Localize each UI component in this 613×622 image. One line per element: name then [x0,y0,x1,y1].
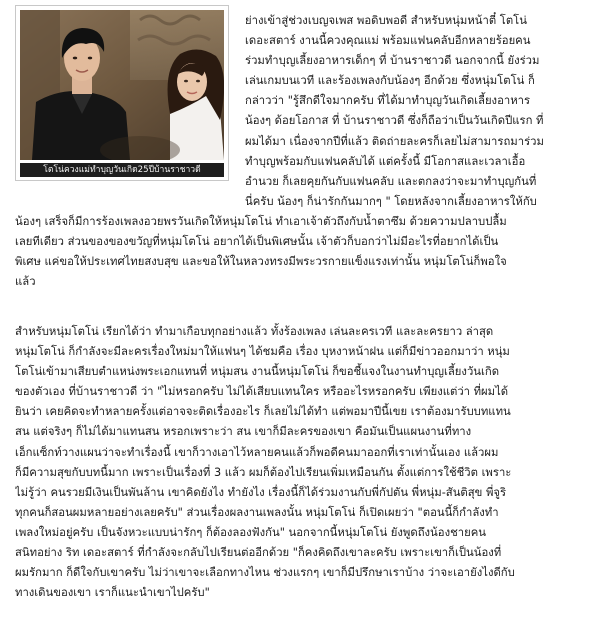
text-line: เดอะสตาร์ งานนี้ควงคุณแม่ พร้อมแฟนคลับอีกหลายร้อยคน [245,34,531,48]
text-line: เอ็กแซ็กท์วางแผนว่าจะทำเรื่องนี้ เขาก็วางเอาไว้หลายคนแล้วก็พอดีคนมาออกที่เราเท่านั้นเอง แล้วผม [15,445,499,459]
text-line: สน แต่จริงๆ ก็ไม่ได้มาแทนสน หรอกเพราะว่า สน เขาก็มีละครของเขา คือมันเป็นแผนงานที่ทาง [15,425,472,439]
photo-image [20,10,224,160]
text-line: สนิทอย่าง ริท เดอะสตาร์ ที่กำลังจะกลับไปเรียนต่ออีกด้วย "ก็คงคิดถึงเขาละครับ เพราะเขาก็เป็นน้องที่ [15,546,502,560]
text-line: เพลงใหม่อยู่ครับ เป็นจังหวะแบบน่ารักๆ ก็ต้องลองฟังกัน" นอกจากนี้หนุ่มโตโน่ ยังพูดถึงน้องชายคน [15,525,486,539]
text-line: ร่วมทำบุญเลี้ยงอาหารเด็กๆ ที่ บ้านราชาวดี นอกจากนี้ ยังร่วม [245,54,540,68]
text-line: น้องๆ เสร็จก็มีการร้องเพลงอวยพรวันเกิดให้หนุ่มโตโน่ ทำเอาเจ้าตัวถึงกับน้ำตาซึม ด้วยความปลาบปลื้ม [15,215,507,228]
text-line: แล้ว [15,275,36,289]
text-line: นี่ครับ น้องๆ ก็น่ารักกันมากๆ " โดยหลังจากเลี้ยงอาหารให้กับ [245,194,537,208]
text-line: พิเศษ แค่ขอให้ประเทศไทยสงบสุข และขอให้ในหลวงทรงมีพระวรกายแข็งแรงเท่านั้น หนุ่มโตโน่ก็พอใจ [15,255,507,269]
text-line: ก็มีความสุขกับบทนี้มาก เพราะเป็นเรื่องที่ 3 แล้ว ผมก็ต้องไปเรียนเพิ่มเหมือนกัน ตั้งแต่การใช้ชีวิต เพราะ [15,465,512,479]
text-line: สำหรับหนุ่มโตโน่ เรียกได้ว่า ทำมาเกือบทุกอย่างแล้ว ทั้งร้องเพลง เล่นละครเวที และละครยาว ล่าสุด [15,325,494,338]
text-line: ทุกคนก็สอนผมหลายอย่างเลยครับ" ส่วนเรื่องผลงานเพลงนั้น หนุ่มโตโน่ ก็เปิดเผยว่า "ตอนนี้ก็กำลังทำ [15,505,499,519]
paragraph-2 [15,322,603,603]
photo-caption: โตโน่ควงแม่ทำบุญวันเกิด25ปีบ้านราชาวดี [20,163,224,177]
text-line: ยินว่า เคยคิดจะทำหลายครั้งแต่อาจจะติดเรื่องอะไร ก็เลยไม่ได้ทำ แต่พอมาปีนี้เขย เราต้องมารับบทแทน [15,405,511,419]
text-line: อำนวย ก็เลยคุยกันกับแฟนคลับ และตกลงว่าจะมาทำบุญกันที่ [245,174,537,188]
photo-frame [15,5,229,181]
text-line: โตโน่เข้ามาเสียบตำแหน่งพระเอกแทนที่ หนุ่มสน งานนี้หนุ่มโตโน่ ก็ขอชี้แจงในงานทำบุญเลี้ยงวันเกิด [15,365,500,379]
text-line: หนุ่มโตโน่ ก็กำลังจะมีละครเรื่องใหม่มาให้แฟนๆ ได้ชมคือ เรื่อง บุหงาหน้าฝน แต่ก็มีข่าวออกมาว่า หนุ่ม [15,345,510,359]
text-line: เล่นเกมบนเวที และร้องเพลงกับน้องๆ อีกด้วย ซึ่งหนุ่มโตโน่ ก็ [245,74,535,88]
article-photo [20,10,224,160]
text-line: ทำบุญพร้อมกับแฟนคลับได้ แต่ครั้งนี้ มีโอกาสและเวลาเอื้อ [245,154,526,168]
text-line: ผมได้มา เนื่องจากปีที่แล้ว ติดถ่ายละครก็เลยไม่สามารถมาร่วม [245,134,544,148]
text-line: ทางเดินของเขา เราก็แนะนำเขาไปครับ" [15,586,210,600]
text-line: กล่าวว่า "รู้สึกดีใจมากครับ ที่ได้มาทำบุญวันเกิดเลี้ยงอาหาร [245,94,531,108]
text-line: ผมรักมาก ก็ดีใจกับเขาครับ ไม่ว่าเขาจะเลือกทางไหน ช่วงแรกๆ เขาก็มีปรึกษาเราบ้าง ว่าจะเอายังไงดีกับ [15,566,515,580]
text-line: เลยทีเดียว ส่วนของของขวัญที่หนุ่มโตโน่ อยากได้เป็นพิเศษนั้น เจ้าตัวก็บอกว่าไม่มีอะไรที่อยากได้เป็น [15,235,499,249]
text-line: น้องๆ ด้อยโอกาส ที่ บ้านราชาวดี ซึ่งก็ถือว่าเป็นวันเกิดปีแรก ที่ [245,114,544,128]
text-line: ไม่รู้ว่า คนรวยมีเงินเป็นพันล้าน เขาคิดยังไง ทำยังไง เรื่องนี้ก็ได้ร่วมงานกับพี่กัปตัน พี่หนุ่ม-สันติสุข พี่จูริ [15,485,507,499]
paragraph-1-lead [245,11,600,212]
paragraph-1-continued [15,212,603,292]
text-line: ย่างเข้าสู่ช่วงเบญจเพส พอดิบพอดี สำหรับหนุ่มหน้าตี๋ โตโน่ [245,14,527,27]
text-line: ของตัวเอง ที่บ้านราชาวดี ว่า "ไม่หรอกครับ ไม่ได้เสียบแทนใคร หรืออะไรหรอกครับ เพียงแต่ว่า ที่ผมได้ [15,385,509,399]
